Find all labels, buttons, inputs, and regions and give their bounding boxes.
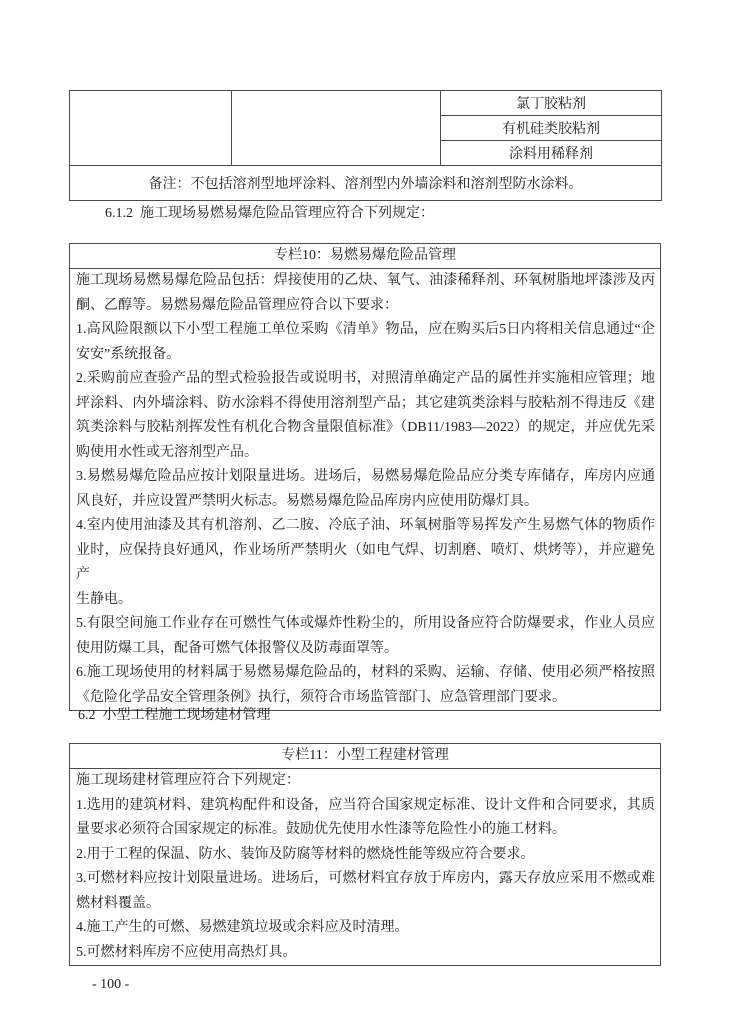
box10-text-line: 3.易燃易爆危险品应按计划限量进场。进场后，易燃易爆危险品应分类专库储存，库房内应通: [76, 469, 655, 484]
box11-text-line: 施工现场建材管理应符合下列规定：: [76, 773, 300, 788]
box10-body: [70, 269, 660, 710]
box11-paragraph: [76, 867, 655, 916]
empty-cell: [70, 91, 232, 166]
box11-text-line: 4.施工产生的可燃、易燃建筑垃圾或余料应及时清理。: [76, 920, 409, 935]
box11-text-line: 燃材料覆盖。: [76, 895, 160, 911]
section-heading-6-2: 6.2 小型工程施工现场建材管理: [78, 708, 271, 723]
box10-paragraph: [76, 514, 655, 612]
box11-title: 专栏11：小型工程建材管理: [70, 744, 660, 769]
box10-text-line: 施工现场易燃易爆危险品包括：焊接使用的乙炔、氧气、油漆稀释剂、环氧树脂地坪漆涉及丙: [76, 273, 655, 288]
table-cell-material: 有机硅类胶粘剂: [441, 116, 662, 141]
table-note: 备注：不包括溶剂型地坪涂料、溶剂型内外墙涂料和溶剂型防水涂料。: [70, 166, 662, 201]
box10-text-line: 1.高风险限额以下小型工程施工单位采购《清单》物品，应在购买后5日内将相关信息通过“企: [76, 322, 655, 337]
box11-text-line: 2.用于工程的保温、防水、装饰及防腐等材料的燃烧性能等级应符合要求。: [76, 846, 535, 862]
column-box-10: [69, 243, 661, 711]
clause-6-1-2: 6.1.2 施工现场易燃易爆危险品管理应符合下列规定：: [105, 206, 434, 221]
box11-paragraph: [76, 843, 655, 868]
box10-paragraph: [76, 367, 655, 465]
box11-text-line: 3.可燃材料应按计划限量进场。进场后，可燃材料宜存放于库房内，露天存放应采用不燃或难: [76, 871, 655, 886]
box11-paragraph: [76, 769, 655, 794]
box10-paragraph: [76, 269, 655, 318]
box10-paragraph: [76, 465, 655, 514]
box10-text-line: 4.室内使用油漆及其有机溶剂、乙二胺、冷底子油、环氧树脂等易挥发产生易燃气体的物质作: [76, 518, 655, 533]
box10-text-line: 酮、乙醇等。易燃易爆危险品管理应符合以下要求：: [76, 297, 398, 313]
box10-text-line: 生静电。: [76, 591, 132, 607]
box10-text-line: 购使用水性或无溶剂型产品。: [76, 444, 258, 460]
box10-text-line: 风良好，并应设置严禁明火标志。易燃易爆危险品库房内应使用防爆灯具。: [76, 493, 538, 509]
box11-text-line: 5.可燃材料库房不应使用高热灯具。: [76, 944, 297, 960]
page-number: - 100 -: [92, 977, 130, 992]
box10-text-line: 《危险化学品安全管理条例》执行，须符合市场监管部门、应急管理部门要求。: [76, 689, 566, 705]
box10-paragraph: [76, 612, 655, 661]
column-box-11: [69, 743, 661, 966]
box11-text-line: 量要求必须符合国家规定的标准。鼓励优先使用水性漆等危险性小的施工材料。: [76, 822, 566, 837]
box10-text-line: 5.有限空间施工作业存在可燃性气体或爆炸性粉尘的，所用设备应符合防爆要求，作业人员应: [76, 616, 655, 631]
box11-paragraph: [76, 916, 655, 941]
table-cell-material: 氯丁胶粘剂: [441, 91, 662, 116]
box10-text-line: 2.采购前应查验产品的型式检验报告或说明书，对照清单确定产品的属性并实施相应管理；地: [76, 371, 655, 386]
box10-text-line: 6.施工现场使用的材料属于易燃易爆危险品的，材料的采购、运输、存储、使用必须严格按照: [76, 665, 655, 680]
box10-text-line: 筑类涂料与胶粘剂挥发性有机化合物含量限值标准》（DB11/1983—2022）的规定，并应优先采: [76, 420, 655, 435]
box10-text-line: 使用防爆工具，配备可燃气体报警仪及防毒面罩等。: [76, 640, 398, 656]
box11-body: [70, 769, 660, 965]
materials-table-continued: [69, 90, 662, 201]
box10-text-line: 安安”系统报备。: [76, 346, 181, 362]
box10-text-line: 坪涂料、内外墙涂料、防水涂料不得使用溶剂型产品；其它建筑类涂料与胶粘剂不得违反《建: [76, 395, 655, 411]
box10-paragraph: [76, 661, 655, 710]
box11-paragraph: [76, 941, 655, 966]
box10-paragraph: [76, 318, 655, 367]
box11-text-line: 1.选用的建筑材料、建筑构配件和设备，应当符合国家规定标准、设计文件和合同要求，其质: [76, 797, 655, 813]
empty-cell: [232, 91, 441, 166]
box10-text-line: 业时，应保持良好通风，作业场所严禁明火（如电气焊、切割磨、喷灯、烘烤等），并应避免产: [76, 542, 655, 582]
box10-title: 专栏10：易燃易爆危险品管理: [70, 244, 660, 269]
table-cell-material: 涂料用稀释剂: [441, 141, 662, 166]
box11-paragraph: [76, 794, 655, 843]
